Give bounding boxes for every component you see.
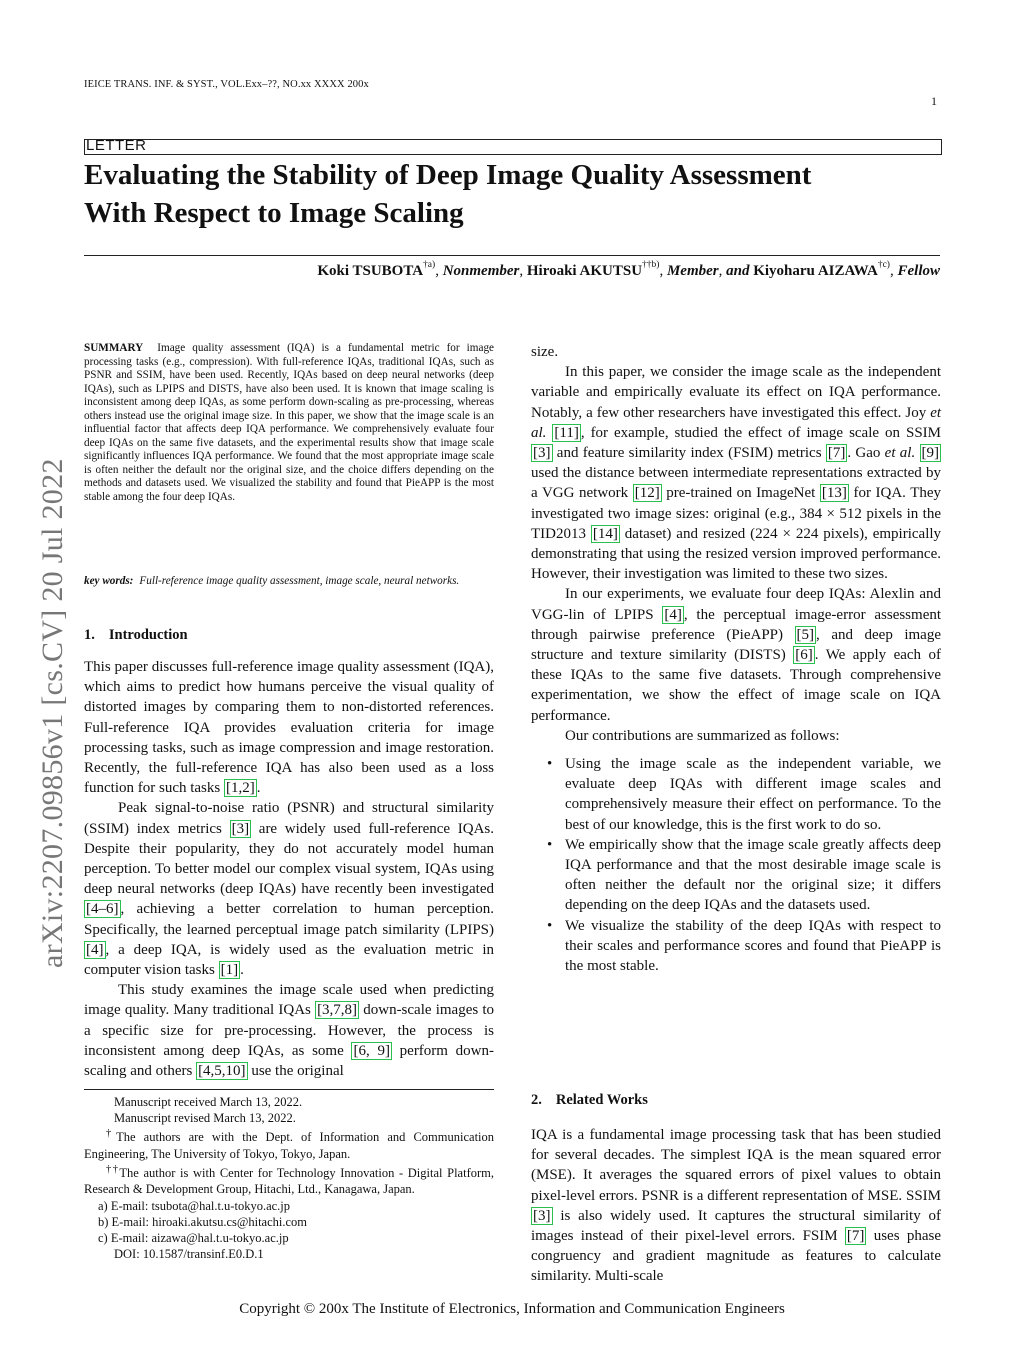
author-1-name: Koki TSUBOTA: [317, 263, 424, 279]
intro-p4-text: pre-trained on ImageNet: [666, 485, 816, 502]
intro-body: [84, 657, 494, 1081]
section-2-title: Related Works: [555, 1092, 648, 1108]
contribution-list: [531, 754, 941, 976]
intro-p4-text: used the distance between intermediate representations extracted by a VGG network: [531, 465, 941, 502]
intro-p2-text: , a deep IQA, is widely used as the evaluation metric in computer vision tasks: [84, 941, 494, 979]
intro-p1-text: This paper discusses full-reference image quality assessment (IQA), which aims to predict how humans perceive the visual quality of distorted images by comparing them to non-distorted references. Full-reference IQA provides evaluation criteria for image processing tasks, such as image compression and image restoration. Recently, the full-reference IQA has also been used as a loss function for such tasks: [84, 659, 494, 797]
intro-paragraph-4: [531, 362, 941, 584]
author-2-role: Member: [666, 263, 719, 279]
paper-title: [84, 156, 944, 232]
citation-link[interactable]: [3,7,8]: [317, 1002, 358, 1019]
intro-p4-text: and feature similarity index (FSIM) metrics: [556, 445, 822, 462]
et-al: et al.: [884, 445, 916, 462]
citation-link[interactable]: [6]: [795, 647, 813, 664]
intro-p4-text: , for example, studied the effect of image scale on SSIM: [580, 424, 941, 441]
keywords-label: key words:: [84, 575, 134, 587]
citation-link[interactable]: [4–6]: [86, 901, 119, 918]
intro-p5-text: , and deep image structure and texture similarity (DISTS): [531, 626, 942, 664]
author-1-role: Nonmember: [442, 263, 520, 279]
related-p1-text: uses phase congruency and gradient magnitude as features to calculate similarity. Multi-scale: [531, 1228, 941, 1285]
author-2-mark: ††b): [642, 260, 660, 270]
intro-p2-text: , achieving a better correlation to human perception. Specifically, the learned perceptual image patch similarity (LPIPS): [84, 901, 494, 938]
intro-p4-text: for IQA. They investigated two image sizes: original (e.g., 384 × 512 pixels in the TID2013: [531, 485, 942, 542]
intro-p4-text: In this paper, we consider the image scale as the independent variable and empirically evaluate its effect on IQA performance. Notably, a few other researchers have investigated this effect. Joy: [531, 364, 941, 421]
citation-link[interactable]: [1]: [220, 962, 239, 979]
right-column-body: [531, 342, 941, 976]
footnote-1-mark: †: [106, 1128, 117, 1140]
footnote-2-text: The author is with Center for Technology Innovation - Digital Platform, Research & Development Group, Hitachi, Ltd., Kanagawa, Japan.: [84, 1166, 494, 1197]
citation-link[interactable]: [12]: [634, 485, 660, 502]
intro-paragraph-2: Peak signal-to-noise ratio (PSNR) and structural similarity (SSIM) index metrics [3] are widely used full-reference IQAs. Despite their popularity, they do not accurately model human perception. To better model our complex visual system, IQAs using deep neural networks (deep IQAs) have recently been investigated [4–6] , achieving a better correlation to human perception. Specifically, the learned perceptual image patch similarity (LPIPS) [4] , a deep IQA, is widely used as the evaluation metric in computer vision tasks [1] .: [84, 800, 495, 979]
intro-p2-text: Peak signal-to-noise ratio (PSNR) and structural similarity (SSIM) index metrics: [84, 800, 494, 837]
footnote-1-text: The authors are with the Dept. of Information and Communication Engineering, The University of Tokyo, Tokyo, Japan.: [84, 1130, 495, 1161]
summary-text: Image quality assessment (IQA) is a fundamental metric for image processing tasks (e.g., compression). With full-reference IQAs, traditional IQAs, such as PSNR and SSIM, have been used. Recently, IQAs based on deep neural networks (deep IQAs), such as LPIPS and DISTS, have also been used. It is known that image scaling is inconsistent among deep IQAs, as some perform down-scaling as pre-processing, whereas others instead use the original image size. In this paper, we show that the image scale is an influential factor that affects deep IQA performance. We comprehensively evaluate four deep IQAs on the same five datasets, and the experimental results show that image scale significantly influences IQA performance. We found that the most appropriate image scale is often neither the default nor the original size, and the choice differs depending on the methods and datasets used. We visualized the stability and found that PieAPP is the most stable among the four deep IQAs.: [84, 342, 494, 503]
intro-paragraph-5: [531, 584, 941, 725]
intro-p3-text: perform down-scaling and others: [84, 1042, 495, 1080]
page-number: 1: [931, 94, 937, 108]
intro-p3-continuation: size.: [531, 344, 559, 360]
footnote-rule: [84, 1089, 494, 1090]
citation-link[interactable]: [14]: [592, 525, 618, 542]
title-rule: [84, 255, 940, 256]
citation-link[interactable]: [4,5,10]: [198, 1063, 246, 1080]
section-2-heading: [531, 1092, 941, 1109]
citation-link[interactable]: [7]: [846, 1228, 865, 1245]
contribution-item: • We empirically show that the image scale greatly affects deep IQA performance and that the most desirable image scale is often neither the default nor the original size; it differs depending on the deep IQAs and the datasets used.: [531, 835, 941, 916]
footnotes: [84, 1094, 494, 1262]
citation-link[interactable]: [11]: [554, 424, 579, 441]
intro-p5-text: . We apply each of these IQAs to the same five datasets. Through comprehensive experimentation, we show the effect of image scale on IQA performance.: [531, 647, 941, 724]
citation-link[interactable]: [13]: [821, 485, 847, 502]
contribution-item: • Using the image scale as the independent variable, we evaluate deep IQAs with different image scales and comprehensively measure their effect on performance. To the best of our knowledge, this is the first work to do so.: [531, 754, 941, 835]
article-type-box: [84, 139, 942, 155]
section-1-title: Introduction: [108, 627, 188, 643]
footnote-email-a: a) E-mail: tsubota@hal.t.u-tokyo.ac.jp: [98, 1198, 291, 1213]
running-head: IEICE TRANS. INF. & SYST., VOL.Exx–??, NO.xx XXXX 200x: [84, 79, 369, 90]
intro-p5-text: In our experiments, we evaluate four deep IQAs: Alexlin and VGG-lin of LPIPS: [531, 586, 941, 623]
contribution-item: • We visualize the stability of the deep IQAs with respect to their scales and performance scores and found that PieAPP is the most stable.: [531, 916, 941, 977]
keywords-text: Full-reference image quality assessment, image scale, neural networks.: [139, 575, 460, 587]
intro-p3-text: This study examines the image scale used when predicting image quality. Many traditional IQAs: [84, 982, 494, 1019]
title-line-2: With Respect to Image Scaling: [84, 197, 464, 229]
article-type-label: LETTER: [86, 137, 147, 154]
summary-block: [84, 342, 494, 504]
author-and: and: [726, 263, 750, 279]
citation-link[interactable]: [3]: [231, 820, 250, 837]
related-paragraph-1: [531, 1125, 941, 1287]
intro-paragraph-3: [84, 980, 494, 1081]
footnote-affiliation-2: [84, 1162, 494, 1198]
intro-p3-text: use the original: [251, 1063, 344, 1080]
footnote-revised: Manuscript revised March 13, 2022.: [114, 1111, 296, 1126]
author-3-mark: †c): [877, 260, 890, 270]
arxiv-stamp: arXiv:2207.09856v1 [cs.CV] 20 Jul 2022: [36, 458, 69, 968]
author-1-mark: †a): [423, 260, 436, 270]
footnote-received: Manuscript received March 13, 2022.: [114, 1095, 303, 1109]
related-p1-text: is also widely used. It captures the structural similarity of images instead of their pixel-level errors. FSIM: [531, 1207, 942, 1245]
footnote-email-c: c) E-mail: aizawa@hal.t.u-tokyo.ac.jp: [98, 1230, 289, 1245]
copyright-footer: Copyright © 200x The Institute of Electronics, Information and Communication Engineers: [239, 1301, 785, 1317]
intro-p2-text: are widely used full-reference IQAs. Despite their popularity, they do not accurately model human perception. To better model our complex visual system, IQAs using deep neural networks (deep IQAs) have recently been investigated: [84, 820, 495, 898]
author-3-role: Fellow: [897, 263, 940, 279]
related-p1-text: IQA is a fundamental image processing task that has been studied for several decades. The simplest IQA is the mean squared error (MSE). It averages the squared errors of pixel values to obtain pixel-level errors. PSNR is a different representation of MSE. SSIM: [531, 1127, 941, 1204]
intro-paragraph-1: This paper discusses full-reference image quality assessment (IQA), which aims to predict how humans perceive the visual quality of distorted images by comparing them to non-distorted references. Full-reference IQA provides evaluation criteria for image processing tasks, such as image compression and image restoration. Recently, the full-reference IQA has also been used as a loss function for such tasks [1,2] .: [84, 659, 494, 797]
footnote-affiliation-1: [84, 1126, 494, 1162]
citation-link[interactable]: [4]: [664, 606, 682, 623]
related-works-body: [531, 1125, 941, 1287]
intro-p3-text: down-scale images to a specific size for pre-processing. However, the process is inconsistent among deep IQAs, as some: [84, 1002, 495, 1059]
keywords-block: [84, 575, 494, 589]
intro-paragraph-6: Our contributions are summarized as follows:: [565, 727, 840, 744]
citation-link[interactable]: [7]: [827, 445, 846, 462]
citation-link[interactable]: [9]: [921, 445, 940, 462]
author-line: Koki TSUBOTA$^{\dagger a)}$, Nonmember, Hiroaki AKUTSU$^{\dagger\dagger b)}$, Member, and Kiyoharu AIZAWA$^{\dagger c)}$, Fellow: [317, 260, 940, 279]
intro-p4-text: dataset) and resized (224 × 224 pixels), empirically demonstrating that using the resized version improved performance. However, their investigation was limited to these two sizes.: [531, 525, 942, 583]
footnote-2-mark: ††: [106, 1163, 120, 1175]
citation-link[interactable]: [3]: [533, 445, 551, 462]
author-2-name: Hiroaki AKUTSU: [526, 263, 643, 279]
et-al: et al.: [531, 404, 942, 441]
footnote-doi: DOI: 10.1587/transinf.E0.D.1: [114, 1247, 264, 1262]
intro-p5-text: , the perceptual image-error assessment through pairwise preference (PieAPP): [531, 606, 942, 643]
author-3-name: Kiyoharu AIZAWA: [753, 263, 878, 279]
section-1-number: 1.: [84, 627, 95, 643]
intro-p4-text: . Gao: [847, 445, 881, 462]
citation-link[interactable]: [6, 9]: [353, 1042, 390, 1059]
citation-link[interactable]: [4]: [86, 941, 104, 958]
summary-label: SUMMARY: [84, 342, 144, 354]
citation-link[interactable]: [3]: [533, 1207, 551, 1224]
title-line-1: Evaluating the Stability of Deep Image Quality Assessment: [84, 159, 812, 191]
section-2-number: 2.: [531, 1092, 542, 1108]
citation-link[interactable]: [5]: [796, 626, 815, 643]
section-1-heading: [84, 627, 494, 644]
citation-link[interactable]: [1,2]: [225, 780, 255, 797]
footnote-email-b: b) E-mail: hiroaki.akutsu.cs@hitachi.com: [98, 1214, 308, 1229]
